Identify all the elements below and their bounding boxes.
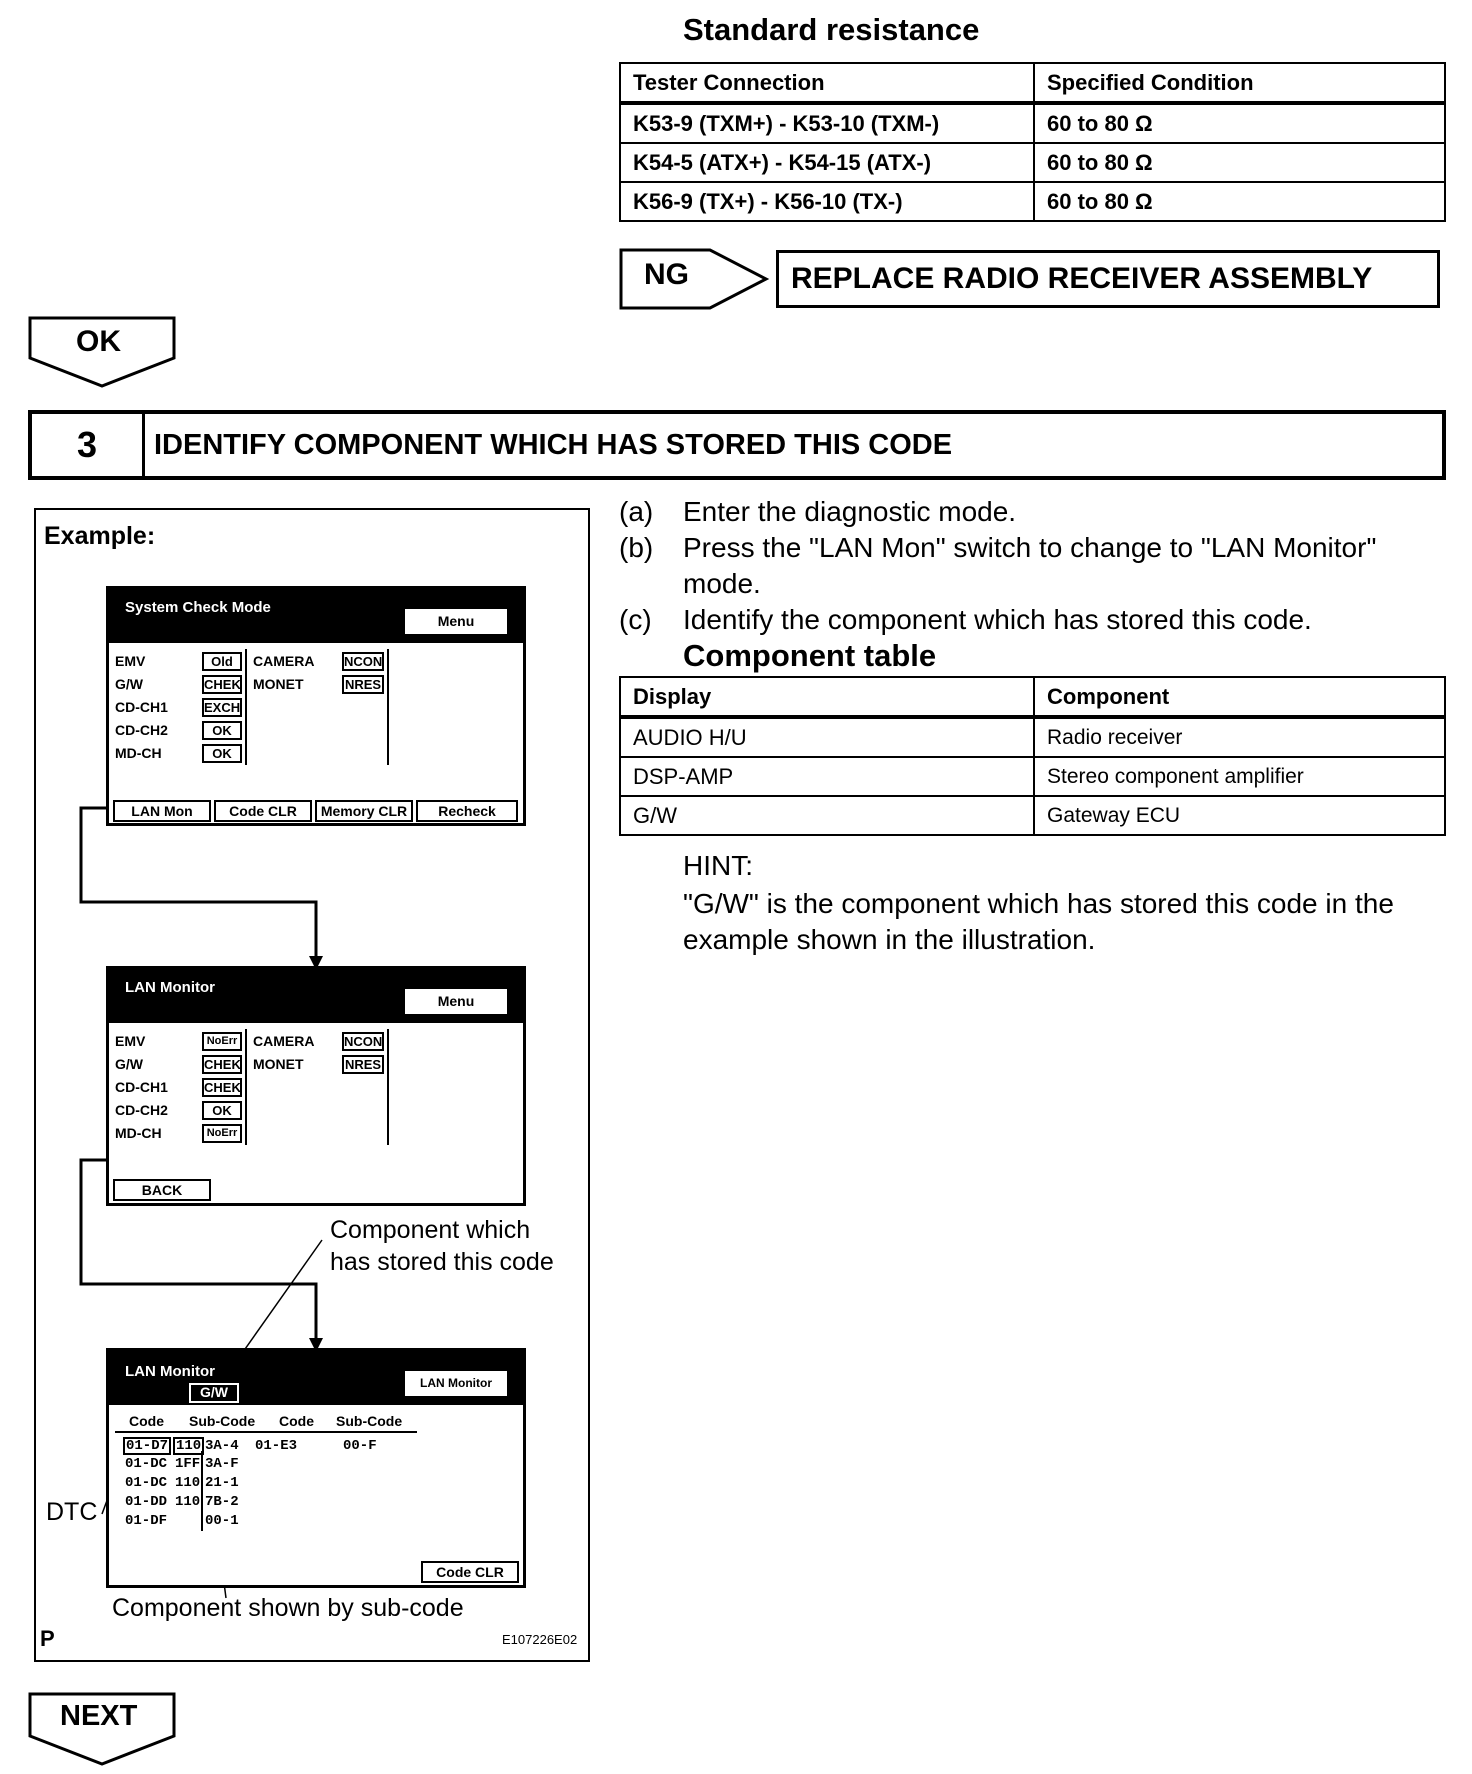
sub-code: 7B-2 — [205, 1494, 239, 1510]
step-title: IDENTIFY COMPONENT WHICH HAS STORED THIS CODE — [154, 429, 953, 461]
table-row — [620, 717, 1445, 757]
device-label: CD-CH1 — [115, 1079, 168, 1095]
device-label: MD-CH — [115, 745, 162, 761]
sub-code: 00-1 — [205, 1513, 239, 1529]
sub-code-component: 1FF — [175, 1456, 201, 1472]
table-row — [620, 143, 1445, 182]
dtc-code: 01-DC — [125, 1456, 168, 1472]
system-check-screen — [106, 586, 526, 826]
instruction-text: Enter the diagnostic mode. — [683, 496, 1017, 527]
ok-label: OK — [76, 325, 121, 358]
callout-dtc: DTC — [46, 1498, 98, 1526]
instruction-letter: (b) — [619, 532, 654, 563]
status-box: NCON — [344, 1034, 383, 1049]
device-label: EMV — [115, 1033, 146, 1049]
device-label: CAMERA — [253, 653, 315, 669]
standard-resistance-title: Standard resistance — [683, 12, 980, 47]
status-box: NoErr — [202, 1124, 242, 1143]
instruction-text: Press the "LAN Mon" switch to change to "LAN Monitor" mode. — [683, 532, 1377, 599]
status-box: OK — [202, 744, 242, 763]
device-label: CD-CH2 — [115, 1102, 168, 1118]
step-header — [28, 410, 1446, 480]
column-header: Code — [129, 1413, 164, 1429]
replace-action-box: REPLACE RADIO RECEIVER ASSEMBLY — [776, 250, 1440, 308]
status-box: CHEK — [204, 1080, 241, 1095]
table-header: Tester Connection — [620, 63, 1034, 103]
sub-code: 3A-4 — [205, 1438, 239, 1454]
column-header: Code — [279, 1413, 314, 1429]
lan-monitor-screen — [106, 966, 526, 1206]
callout-component-stored: has stored this code — [330, 1248, 554, 1276]
table-cell: AUDIO H/U — [620, 717, 1034, 757]
device-label: MONET — [253, 1056, 304, 1072]
lan-monitor-code-screen — [106, 1348, 526, 1588]
table-cell: K53-9 (TXM+) - K53-10 (TXM-) — [620, 103, 1034, 143]
header-underline — [115, 1431, 417, 1433]
table-cell: 60 to 80 Ω — [1034, 103, 1445, 143]
table-row — [620, 757, 1445, 796]
status-box: NRES — [342, 675, 384, 694]
step-number: 3 — [32, 414, 145, 476]
table-cell: 60 to 80 Ω — [1034, 182, 1445, 221]
callout-sub-code: Component shown by sub-code — [112, 1594, 464, 1622]
status-box: CHEK — [204, 1057, 241, 1072]
sub-code-component: 110 — [175, 1494, 201, 1510]
ng-label: NG — [644, 258, 689, 291]
device-label: G/W — [115, 1056, 143, 1072]
dtc-code: 01-D7 — [123, 1437, 171, 1455]
table-cell: 60 to 80 Ω — [1034, 143, 1445, 182]
screen-title: LAN Monitor — [125, 979, 215, 996]
standard-resistance-table — [619, 62, 1446, 222]
table-cell: Gateway ECU — [1034, 796, 1445, 835]
sub-code: 00-F — [343, 1438, 377, 1454]
menu-button: Menu — [405, 989, 507, 1014]
callout-component-stored: Component which — [330, 1216, 531, 1244]
menu-button: Menu — [405, 609, 507, 634]
screen-title: System Check Mode — [125, 599, 271, 616]
device-label: CD-CH1 — [115, 699, 168, 715]
device-label: CD-CH2 — [115, 722, 168, 738]
instruction-letter: (a) — [619, 496, 654, 527]
sub-code-component: 110 — [175, 1475, 201, 1491]
instruction-text: Identify the component which has stored this code. — [683, 604, 1312, 635]
example-label: Example: — [44, 522, 156, 550]
table-header: Component — [1034, 677, 1445, 717]
status-box: OK — [202, 721, 242, 740]
next-label: NEXT — [60, 1700, 138, 1732]
status-box: NRES — [342, 1055, 384, 1074]
status-box: NCON — [344, 654, 383, 669]
device-label: G/W — [115, 676, 143, 692]
table-cell: Stereo component amplifier — [1034, 757, 1445, 796]
component-table — [619, 676, 1446, 836]
dtc-code: 01-DC — [125, 1475, 168, 1491]
hint-text: "G/W" is the component which has stored this code in the example shown in the illustration. — [683, 888, 1394, 955]
sub-code-divider — [201, 1451, 203, 1531]
component-label: G/W — [189, 1383, 239, 1403]
status-box: EXCH — [204, 700, 241, 715]
status-box: OK — [202, 1101, 242, 1120]
table-cell: K56-9 (TX+) - K56-10 (TX-) — [620, 182, 1034, 221]
table-row — [620, 103, 1445, 143]
device-label: EMV — [115, 653, 146, 669]
column-header: Sub-Code — [336, 1413, 403, 1429]
column-divider — [245, 649, 247, 765]
device-label: MD-CH — [115, 1125, 162, 1141]
status-box: Old — [202, 652, 242, 671]
component-table-title: Component table — [683, 638, 937, 673]
table-cell: G/W — [620, 796, 1034, 835]
instruction-letter: (c) — [619, 604, 652, 635]
dtc-code: 01-E3 — [255, 1438, 298, 1454]
table-cell: Radio receiver — [1034, 717, 1445, 757]
dtc-code: 01-DD — [125, 1494, 168, 1510]
table-cell: DSP-AMP — [620, 757, 1034, 796]
figure-p-marker: P — [40, 1626, 55, 1651]
figure-id: E107226E02 — [502, 1632, 578, 1647]
dtc-code: 01-DF — [125, 1513, 168, 1529]
sub-code-component: 110 — [173, 1437, 204, 1455]
column-divider — [245, 1029, 247, 1145]
table-header: Specified Condition — [1034, 63, 1445, 103]
status-box: CHEK — [204, 677, 241, 692]
recheck-button: Recheck — [416, 800, 518, 822]
memory-clr-button: Memory CLR — [315, 800, 413, 822]
code-clr-button: Code CLR — [214, 800, 312, 822]
lan-mon-button: LAN Mon — [113, 800, 211, 822]
lan-monitor-button: LAN Monitor — [405, 1371, 507, 1396]
hint-label: HINT: — [683, 850, 753, 881]
device-label: CAMERA — [253, 1033, 315, 1049]
table-row — [620, 182, 1445, 221]
column-divider — [387, 649, 389, 765]
table-header: Display — [620, 677, 1034, 717]
sub-code: 21-1 — [205, 1475, 239, 1491]
code-clr-button: Code CLR — [421, 1561, 519, 1583]
table-cell: K54-5 (ATX+) - K54-15 (ATX-) — [620, 143, 1034, 182]
status-box: NoErr — [202, 1032, 242, 1051]
back-button: BACK — [113, 1179, 211, 1201]
device-label: MONET — [253, 676, 304, 692]
column-divider — [387, 1029, 389, 1145]
column-header: Sub-Code — [189, 1413, 256, 1429]
table-row — [620, 796, 1445, 835]
sub-code: 3A-F — [205, 1456, 239, 1472]
screen-title: LAN Monitor — [125, 1363, 215, 1380]
